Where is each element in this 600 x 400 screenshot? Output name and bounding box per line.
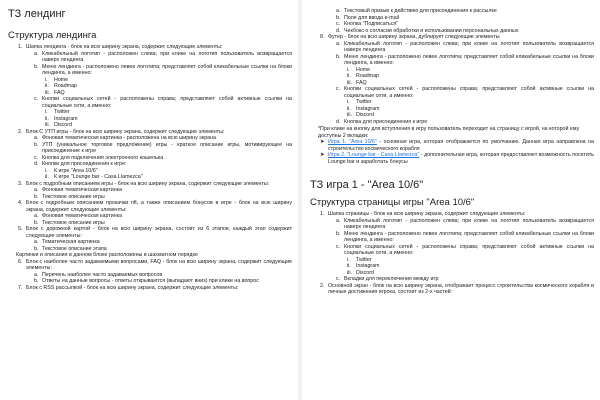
list-marker: a.: [34, 50, 39, 57]
list-item: [8, 200, 292, 213]
list-item-text: Кнопки для присоединения к игре:: [42, 161, 127, 167]
list-marker: d.: [336, 27, 341, 34]
game-tabs-list: [310, 139, 594, 165]
game-tab-item: [310, 152, 594, 165]
list-item-text: Блок с подробным описанием игры - блок на всю ширину экрана, содержит следующие элементы:: [26, 180, 270, 187]
list-marker: 8.: [320, 34, 325, 40]
list-item-text: Кнопка "Подписаться": [344, 21, 399, 27]
list-item: [310, 119, 594, 126]
list-item-text: К игре "Lounge bar - Casa Llamezca": [54, 174, 143, 180]
list-item-text: Шапка страницы - блок на всю ширину экрана, содержит следующие элементы:: [328, 211, 526, 217]
list-item-text: Кнопка для подключения электронного кошелька: [42, 154, 164, 161]
list-marker: i.: [347, 66, 350, 73]
list-item-text: Блок с наиболее часто задаваемыми вопросами, FAQ - блок на всю ширину экрана, содержит следующие элементы:: [26, 258, 292, 271]
list-marker: i.: [347, 256, 350, 263]
list-marker: 1.: [320, 211, 325, 217]
document-title: ТЗ лендинг: [8, 8, 66, 20]
document-page-2: [302, 0, 600, 400]
list-marker: c.: [336, 276, 341, 282]
list-marker: a.: [336, 8, 341, 14]
list-marker: b.: [34, 245, 39, 252]
list-marker: i.: [347, 99, 350, 105]
arrow-bullet-icon: ➤: [320, 139, 325, 145]
list-item: [8, 96, 292, 109]
list-item-text: Перечень наиболее часто задаваемых вопросов: [42, 271, 163, 278]
list-marker: iii.: [45, 89, 51, 96]
list-item: [310, 86, 594, 99]
list-item-text: Меню лендинга - расположено левее логотипа; представляет собой кликабельные ссылки на блоки лендинга, а именно:: [42, 63, 292, 76]
list-item-text: Кнопки социальных сетей - расположены справа; представляют собой активные ссылки на социальные сети, а именно:: [344, 86, 594, 99]
list-item-text: Текстовое описание игры: [42, 193, 105, 200]
list-item-text: Twitter: [356, 256, 372, 263]
list-item-text: Блок С УТП игры - блок на всю ширину экрана, содержит следующие элементы:: [26, 128, 225, 135]
list-item-text: Фоновая тематическая картинка: [42, 187, 123, 193]
list-marker: ii.: [347, 73, 351, 79]
list-marker: c.: [34, 154, 39, 161]
list-item: [8, 259, 292, 272]
list-marker: a.: [34, 135, 39, 141]
list-item: [8, 64, 292, 77]
list-marker: b.: [34, 193, 39, 200]
list-item-text: Блок с подробным описанием прокачки nft, а также описанием бонусов в игре - блок на всю ширину экрана, содержит следующие элементы:: [26, 200, 292, 213]
list-item-text: Футер - блок на всю ширину экрана, дублирует следующие элементы: [328, 34, 500, 40]
list-marker: c.: [336, 243, 341, 250]
list-item: [310, 54, 594, 67]
list-marker: ii.: [45, 83, 49, 89]
list-marker: b.: [336, 53, 341, 60]
list-marker: b.: [34, 141, 39, 148]
list-item-text: Home: [356, 66, 371, 73]
list-marker: i.: [45, 167, 48, 174]
list-marker: 4.: [18, 200, 23, 206]
list-marker: a.: [34, 271, 39, 278]
list-item-text: Кликабельный логотип - расположен слева; при клике на логотип пользователь возвращается наверх лендинга: [42, 50, 292, 63]
list-item-text: Картинки и описания в данном блоке расположены в шахматном порядке: [16, 252, 198, 258]
list-marker: c.: [336, 21, 341, 27]
list-marker: ii.: [45, 115, 49, 122]
list-marker: ii.: [347, 263, 351, 269]
game-tab-item: [310, 139, 594, 152]
list-item-text: Home: [54, 76, 69, 83]
list-marker: 5.: [18, 226, 23, 232]
list-item-text: Тематическая картинка: [42, 239, 100, 245]
list-item-text: Roadmap: [54, 83, 77, 89]
section-heading: Структура лендинга: [8, 30, 97, 41]
list-marker: ii.: [45, 174, 49, 180]
list-marker: 1.: [18, 44, 23, 50]
list-item-text: Фоновая тематическая картинка: [42, 213, 123, 219]
list-item: [8, 51, 292, 64]
list-item-text: Вкладки для переключения между игр: [344, 276, 439, 282]
list-item: [310, 231, 594, 244]
game-tab-description: - дополнительная игра, которая предоставляет возможность посетить Lounge bar и заработать бонусы: [328, 152, 594, 165]
list-item-text: Discord: [54, 122, 72, 128]
list-marker: 7.: [18, 284, 23, 291]
list-item-text: Чекбокс о согласии обработки и использовании персональных данных: [344, 27, 519, 34]
list-marker: iii.: [347, 112, 353, 118]
list-item: [310, 41, 594, 54]
list-marker: d.: [336, 118, 341, 125]
list-marker: a.: [34, 187, 39, 193]
list-item-text: Discord: [356, 112, 374, 118]
list-item-text: Кнопки социальных сетей - расположены справа; представляют собой активные ссылки на социальные сети, а именно:: [344, 243, 594, 256]
game-section-heading: Структура страницы игры "Area 10/6": [310, 197, 475, 208]
list-item: [310, 283, 594, 296]
list-marker: i.: [45, 76, 48, 83]
list-item-text: Блок с RSS рассылкой - блок на всю ширину экрана, содержит следующие элементы:: [26, 284, 239, 291]
list-marker: b.: [34, 219, 39, 226]
game-tab-description: - основная игра, которая отображается по умолчанию. Данная игра направлена на строительство космического корабля: [328, 139, 594, 152]
list-item-text: Кликабельный логотип - расположен слева; при клике на логотип пользователь возвращается наверх лендинга: [344, 40, 594, 53]
list-item: [8, 285, 292, 292]
game-tab-link[interactable]: Игра 2. "Lounge bar - Casa Llamezca": [328, 152, 420, 158]
list-marker: a.: [336, 40, 341, 47]
list-item-text: Twitter: [356, 99, 372, 105]
list-item: [310, 218, 594, 231]
list-item-text: Шапка лендинга - блок на всю ширину экрана, содержит следующие элементы:: [26, 44, 223, 50]
list-marker: b.: [336, 14, 341, 21]
list-item-text: Instagram: [54, 115, 78, 122]
arrow-bullet-icon: ➤: [320, 152, 325, 158]
list-item: [8, 226, 292, 239]
list-marker: iii.: [347, 79, 353, 86]
list-item-text: Текстовый призыв к действию для присоединения к рассылке: [344, 8, 497, 14]
list-item-text: Roadmap: [356, 73, 379, 79]
list-marker: a.: [336, 217, 341, 224]
list-item-text: Текстовое описание игры: [42, 219, 105, 226]
list-item-text: Instagram: [356, 105, 380, 112]
list-marker: 3.: [18, 180, 23, 187]
list-item-text: Текстовое описание этапа: [42, 245, 107, 252]
list-marker: a.: [34, 239, 39, 245]
list-item-text: Twitter: [54, 109, 70, 115]
game-tab-link[interactable]: Игра 1. "Area 10/6": [328, 139, 377, 145]
list-item-text: FAQ: [356, 79, 367, 86]
list-item-text: Меню лендинга - расположено левее логотипа; представляет собой кликабельные ссылки на блоки лендинга, а именно:: [344, 53, 594, 66]
list-marker: iii.: [347, 269, 353, 276]
list-marker: iii.: [45, 122, 51, 128]
landing-structure-list-continued: [310, 8, 594, 125]
landing-structure-list: [8, 44, 292, 291]
document-page-1: [0, 0, 298, 400]
game-title: ТЗ игра 1 - "Area 10/6": [310, 179, 424, 191]
list-item-text: Фоновая тематическая картинка - расположена на всю ширину экрана: [42, 135, 216, 141]
game-tabs-note: *При клике на кнопку для вступления в игру пользователь переходит на страницу с игрой, на которой ему доступны 2 вкладки:: [318, 126, 580, 139]
list-marker: b.: [34, 278, 39, 284]
list-marker: a.: [34, 213, 39, 219]
list-item-text: Кнопки социальных сетей - расположены справа; представляют собой активные ссылки на социальные сети, а именно:: [42, 96, 292, 109]
list-marker: ii.: [347, 105, 351, 112]
list-item-text: К игре "Area 10/6": [54, 167, 98, 174]
list-item-text: УТП (уникальное торговое предложение) игры - краткое описание игры, мотивирующее на присоединение к игре: [42, 141, 292, 154]
list-marker: c.: [336, 86, 341, 92]
list-marker: 2.: [320, 282, 325, 289]
list-item-text: Discord: [356, 269, 374, 276]
list-item-text: Кликабельный логотип - расположен слева; при клике на логотип пользователь возвращается наверх лендинга: [344, 217, 594, 230]
list-item: [310, 244, 594, 257]
list-marker: b.: [336, 230, 341, 237]
list-item-text: Основной экран - блок на всю ширину экрана, отображает процесс строительства космического корабля и личные достижения игрока, состоит из 2-х частей:: [328, 282, 594, 295]
list-marker: i.: [45, 109, 48, 115]
list-item-text: Instagram: [356, 263, 380, 269]
list-item-text: FAQ: [54, 89, 65, 96]
list-item-text: Блок с дорожной картой - блок на всю ширину экрана, состоит из 6 этапов, каждый этап содержит следующие элементы:: [26, 226, 292, 239]
game-structure-list: [310, 211, 594, 296]
list-item-text: Кнопка для присоединения к игре: [344, 118, 428, 125]
list-marker: b.: [34, 63, 39, 70]
list-marker: d.: [34, 161, 39, 167]
list-marker: 6.: [18, 258, 23, 265]
list-marker: c.: [34, 96, 39, 102]
list-item-text: Меню лендинга - расположено левее логотипа; представляет собой кликабельные ссылки на блоки лендинга, а именно:: [344, 230, 594, 243]
list-item-text: Поле для ввода e-mail: [344, 14, 399, 21]
list-item: [8, 142, 292, 155]
list-item-text: Ответы на данные вопросы - ответы открываются (выпадают вниз) при клике на вопрос: [42, 278, 259, 284]
list-marker: 2.: [18, 128, 23, 135]
